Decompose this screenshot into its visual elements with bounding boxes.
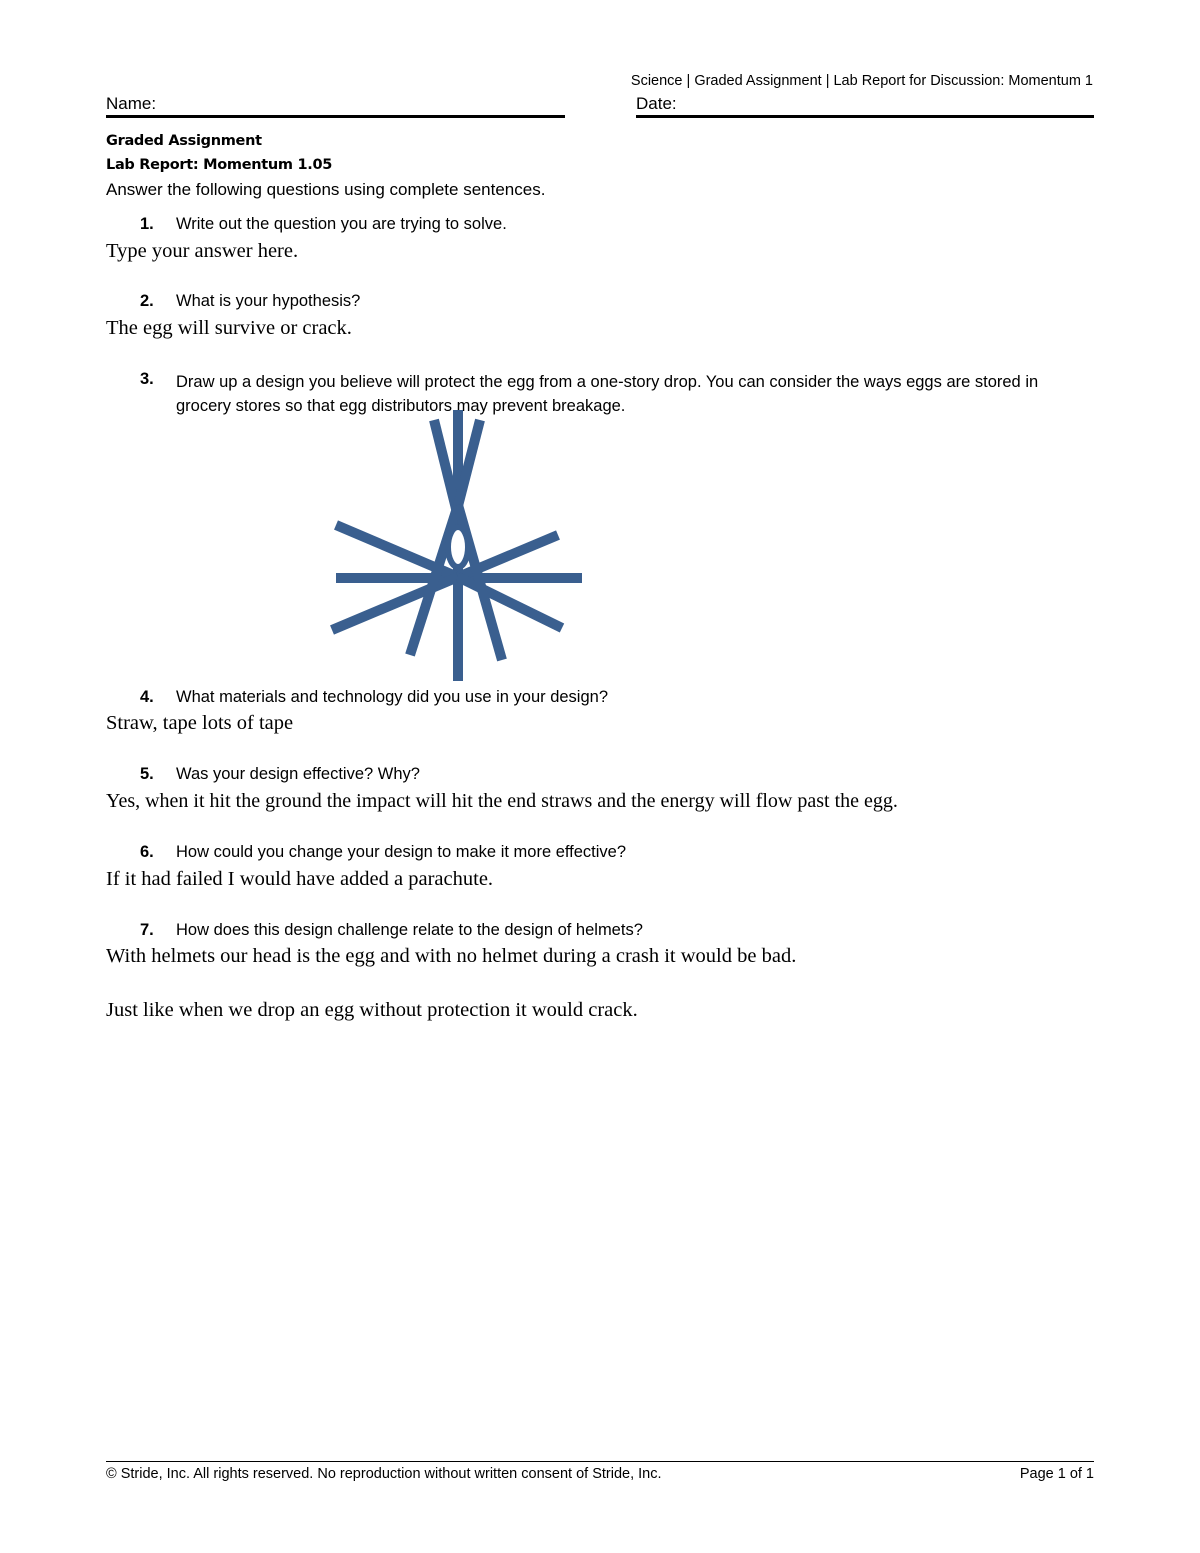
answer-6[interactable]: If it had failed I would have added a parachute. bbox=[106, 868, 494, 890]
footer-divider bbox=[106, 1461, 1094, 1462]
question-3 bbox=[140, 370, 1100, 420]
question-number: 2. bbox=[140, 292, 154, 310]
question-4 bbox=[140, 688, 1040, 712]
question-text: What materials and technology did you use in your design? bbox=[176, 688, 609, 706]
question-text: Was your design effective? Why? bbox=[176, 765, 420, 783]
straw bbox=[458, 577, 562, 628]
question-text: How could you change your design to make it more effective? bbox=[176, 843, 627, 861]
question-text: What is your hypothesis? bbox=[176, 292, 361, 310]
question-2 bbox=[140, 292, 1040, 316]
question-7 bbox=[140, 921, 1040, 945]
question-number: 3. bbox=[140, 370, 154, 388]
question-6 bbox=[140, 843, 1040, 867]
question-number: 4. bbox=[140, 688, 154, 706]
answer-4[interactable]: Straw, tape lots of tape bbox=[106, 712, 294, 734]
date-label: Date: bbox=[636, 94, 677, 113]
straw bbox=[332, 577, 458, 630]
header-breadcrumb: Science | Graded Assignment | Lab Report for Discussion: Momentum 1 bbox=[630, 73, 1093, 89]
question-number: 6. bbox=[140, 843, 154, 861]
question-number: 7. bbox=[140, 921, 154, 939]
question-number: 5. bbox=[140, 765, 154, 783]
date-field-line[interactable] bbox=[636, 115, 1094, 118]
question-text: How does this design challenge relate to the design of helmets? bbox=[176, 921, 643, 939]
answer-7-continued[interactable]: Just like when we drop an egg without protection it would crack. bbox=[106, 999, 638, 1021]
name-field-line[interactable] bbox=[106, 115, 565, 118]
answer-5[interactable]: Yes, when it hit the ground the impact will hit the end straws and the energy will flow past the egg. bbox=[106, 790, 898, 812]
footer-page-number: Page 1 of 1 bbox=[1019, 1466, 1094, 1482]
egg-drop-design-drawing bbox=[320, 405, 600, 690]
name-label: Name: bbox=[106, 94, 157, 113]
instructions: Answer the following questions using complete sentences. bbox=[106, 180, 546, 199]
answer-7[interactable]: With helmets our head is the egg and with no helmet during a crash it would be bad. bbox=[106, 945, 797, 967]
footer-copyright: © Stride, Inc. All rights reserved. No reproduction without written consent of Stride, Inc. bbox=[106, 1466, 662, 1482]
answer-1[interactable]: Type your answer here. bbox=[106, 240, 299, 262]
question-text: Draw up a design you believe will protect the egg from a one-story drop. You can consider the ways eggs are stored in grocery stores so that egg distributors may prevent breakage. bbox=[176, 373, 1039, 415]
question-1 bbox=[140, 215, 1040, 239]
question-number: 1. bbox=[140, 215, 154, 233]
lab-report-title: Lab Report: Momentum 1.05 bbox=[106, 157, 333, 173]
assignment-title: Graded Assignment bbox=[106, 133, 262, 149]
answer-2[interactable]: The egg will survive or crack. bbox=[106, 317, 352, 339]
question-text: Write out the question you are trying to solve. bbox=[176, 215, 507, 233]
egg bbox=[448, 527, 468, 567]
question-5 bbox=[140, 765, 1040, 789]
